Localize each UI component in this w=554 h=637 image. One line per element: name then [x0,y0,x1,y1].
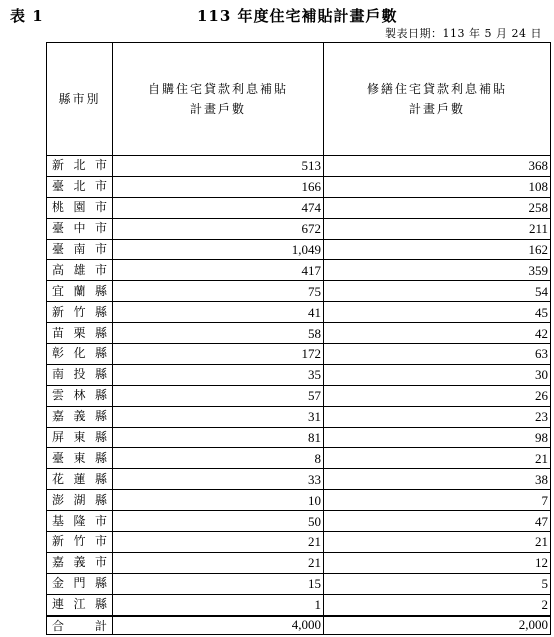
county-name: 宜蘭縣 [47,281,113,302]
county-name: 臺北市 [47,176,113,197]
header-repair-line1: 修繕住宅貸款利息補貼 [366,82,507,96]
purchase-count: 166 [113,176,324,197]
table-label: 表 1 [10,7,44,25]
county-name: 桃園市 [47,197,113,218]
repair-count: 30 [324,364,551,385]
purchase-count: 75 [113,281,324,302]
county-name: 花蓮縣 [47,469,113,490]
county-name: 臺南市 [47,239,113,260]
county-name: 嘉義市 [47,552,113,573]
table-row [47,385,551,406]
table-row [47,594,551,615]
table-row [47,239,551,260]
repair-count: 26 [324,385,551,406]
county-name: 雲林縣 [47,385,113,406]
county-name: 彰化縣 [47,344,113,365]
purchase-count: 50 [113,511,324,532]
report-date: 製表日期：113 年 5 月 24 日 [385,27,542,40]
county-name: 臺中市 [47,218,113,239]
purchase-count: 15 [113,573,324,594]
header-county [47,43,113,156]
county-name: 新竹縣 [47,302,113,323]
purchase-count: 41 [113,302,324,323]
table-header-row [47,43,551,156]
county-name: 南投縣 [47,364,113,385]
county-name: 新竹市 [47,532,113,553]
table-row [47,323,551,344]
repair-count: 258 [324,197,551,218]
total-purchase: 4,000 [113,616,324,635]
county-name: 基隆市 [47,511,113,532]
purchase-count: 474 [113,197,324,218]
purchase-count: 1 [113,594,324,615]
total-row [47,616,551,635]
table-row [47,156,551,177]
repair-count: 98 [324,427,551,448]
table-row [47,490,551,511]
table-row [47,406,551,427]
table-row [47,260,551,281]
county-name: 澎湖縣 [47,490,113,511]
repair-count: 368 [324,156,551,177]
repair-count: 45 [324,302,551,323]
table-row [47,448,551,469]
repair-count: 359 [324,260,551,281]
table-row [47,427,551,448]
table-row [47,281,551,302]
county-name: 新北市 [47,156,113,177]
repair-count: 42 [324,323,551,344]
table-row [47,532,551,553]
purchase-count: 172 [113,344,324,365]
purchase-count: 10 [113,490,324,511]
header-purchase-line1: 自購住宅貸款利息補貼 [147,82,288,96]
table-row [47,176,551,197]
table-row [47,218,551,239]
repair-count: 162 [324,239,551,260]
repair-count: 211 [324,218,551,239]
header-repair-line2: 計畫戶數 [408,102,465,116]
table-row [47,302,551,323]
total-label: 合計 [47,616,113,635]
repair-count: 47 [324,511,551,532]
repair-count: 23 [324,406,551,427]
repair-count: 38 [324,469,551,490]
subsidy-table [46,42,551,635]
table-row [47,573,551,594]
county-name: 金門縣 [47,573,113,594]
purchase-count: 35 [113,364,324,385]
header-purchase-subsidy [113,43,324,156]
county-name: 屏東縣 [47,427,113,448]
county-name: 高雄市 [47,260,113,281]
purchase-count: 8 [113,448,324,469]
purchase-count: 81 [113,427,324,448]
purchase-count: 33 [113,469,324,490]
repair-count: 21 [324,532,551,553]
repair-count: 108 [324,176,551,197]
table-row [47,364,551,385]
purchase-count: 417 [113,260,324,281]
county-name: 嘉義縣 [47,406,113,427]
document-title: 113 年度住宅補貼計畫戶數 [197,7,398,25]
purchase-count: 21 [113,532,324,553]
header-repair-subsidy [324,43,551,156]
county-name: 臺東縣 [47,448,113,469]
repair-count: 21 [324,448,551,469]
repair-count: 2 [324,594,551,615]
table-row [47,552,551,573]
purchase-count: 513 [113,156,324,177]
repair-count: 54 [324,281,551,302]
table-row [47,469,551,490]
county-name: 苗栗縣 [47,323,113,344]
repair-count: 7 [324,490,551,511]
county-name: 連江縣 [47,594,113,615]
purchase-count: 672 [113,218,324,239]
table-row [47,197,551,218]
purchase-count: 21 [113,552,324,573]
purchase-count: 57 [113,385,324,406]
purchase-count: 1,049 [113,239,324,260]
purchase-count: 58 [113,323,324,344]
repair-count: 12 [324,552,551,573]
table-row [47,344,551,365]
header-county-label: 縣市別 [58,92,101,106]
header-purchase-line2: 計畫戶數 [189,102,246,116]
repair-count: 63 [324,344,551,365]
repair-count: 5 [324,573,551,594]
purchase-count: 31 [113,406,324,427]
total-repair: 2,000 [324,616,551,635]
table-row [47,511,551,532]
